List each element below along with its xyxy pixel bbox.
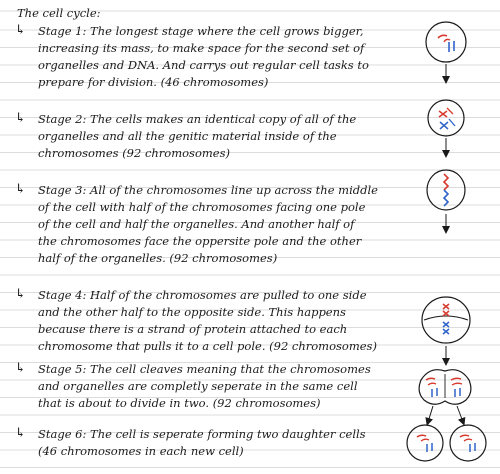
stage-1-line-3: organelles and DNA. And carrys out regular cell tasks to	[38, 58, 369, 72]
stage-3-line-5: half of the organelles. (92 chromosomes)	[38, 251, 278, 265]
stage-5-line-1: Stage 5: The cell cleaves meaning that the chromosomes	[38, 362, 371, 376]
stage-2-line-2: organelles and all the genitic material inside of the	[38, 129, 337, 143]
stage-3-line-2: of the cell with half of the chromosomes facing one pole	[38, 200, 366, 214]
stage-4-cell-diagram	[422, 297, 470, 343]
stage-1-cell-diagram	[426, 22, 466, 62]
stage-1-line-1: Stage 1: The longest stage where the cell grows bigger,	[38, 24, 364, 38]
stage-5-cell-diagram	[419, 370, 471, 405]
stage-4-line-2: and the other half to the opposite side. This happens	[38, 305, 346, 319]
stage-3-line-1: Stage 3: All of the chromosomes line up across the middle	[38, 183, 378, 197]
stage-2-line-1: Stage 2: The cells makes an identical copy of all of the	[38, 112, 357, 126]
stage-3-line-4: the chromosomes face the oppersite pole and the other	[38, 234, 362, 248]
stage-3-cell-diagram	[427, 170, 465, 210]
stage-6-line-2: (46 chromosomes in each new cell)	[38, 444, 244, 458]
notes-title: The cell cycle:	[17, 6, 101, 20]
stage-2-line-3: chromosomes (92 chromosomes)	[38, 146, 230, 160]
stage-5-line-3: that is about to divide in two. (92 chromosomes)	[38, 396, 321, 410]
stage-3-arrow-icon: ↳	[15, 182, 26, 197]
stage-4-arrow-icon: ↳	[15, 287, 26, 302]
stage-4-line-4: chromosome that pulls it to a cell pole. (92 chromosomes)	[38, 339, 377, 353]
stage-2-cell-diagram	[428, 100, 464, 136]
stage-2-arrow-icon: ↳	[15, 111, 26, 126]
stage-5-arrow-icon: ↳	[15, 361, 26, 376]
stage-6-cell-diagram	[407, 425, 486, 461]
stage-3-line-3: of the cell and half the organelles. And another half of	[38, 217, 355, 231]
stage-1-line-2: increasing its mass, to make space for the second set of	[38, 41, 365, 55]
stage-6-arrow-icon: ↳	[15, 426, 26, 441]
stage-4-line-3: because there is a strand of protein attached to each	[38, 322, 348, 336]
stage-4-line-1: Stage 4: Half of the chromosomes are pulled to one side	[38, 288, 367, 302]
stage-5-line-2: and organelles are completly seperate in the same cell	[38, 379, 358, 393]
stage-1-arrow-icon: ↳	[15, 23, 26, 38]
stage-1-line-4: prepare for division. (46 chromosomes)	[38, 75, 269, 89]
stage-6-line-1: Stage 6: The cell is seperate forming two daughter cells	[38, 427, 366, 441]
